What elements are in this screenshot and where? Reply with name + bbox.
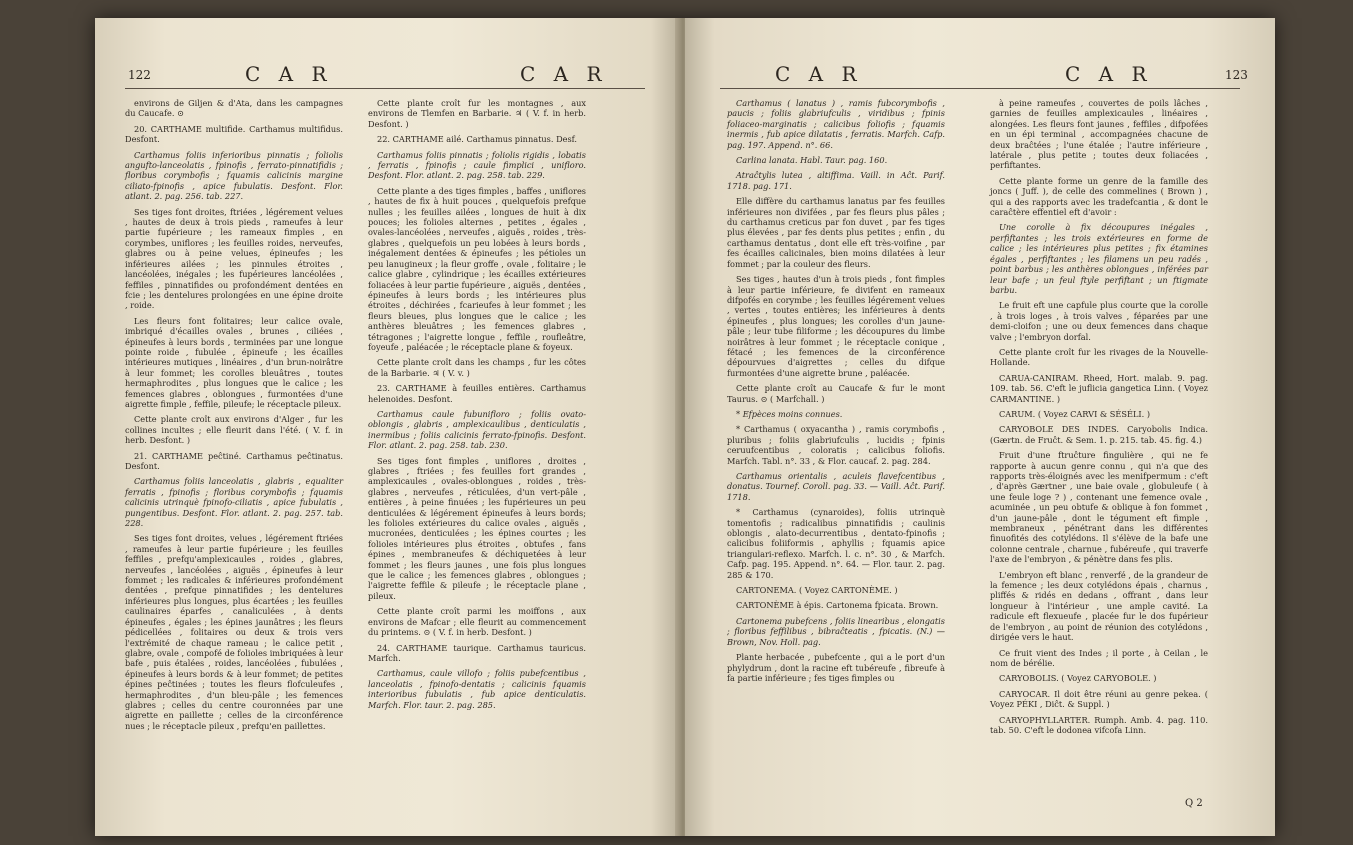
right-page [685, 18, 1275, 836]
paragraph: Fruit d'une ftruĉture fingulière , qui ne fe rapporte à aucun genre connu , qui n'a que des rapports très-éloignés avec les menifpermum : c'eft , d'après Gærtner , une baie ovale , globuleufe ( à une feule loge ? ) , contenant une femence ovale , acuminée , un peu obtufe & oblique à fon fommet , d'un jaune-pâle , dont le tégument eft fimple , membraneux , pénétrant dans les différentes finuofités des cotylédons. Il s'élève de la bafe une colonne centrale , charnue , fubéreufe , qui traverfe l'axe de l'embryon , & pénètre dans fes plis. [990, 450, 1208, 565]
paragraph: 23. CARTHAME à feuilles entières. Carthamus helenoides. Desfont. [368, 383, 586, 404]
text-column [990, 98, 1208, 740]
paragraph: 20. CARTHAME multifide. Carthamus multifidus. Desfont. [125, 123, 343, 145]
paragraph: Ses tiges font droites, ftriées , légérement velues , hautes de deux à trois pieds , rameufes à leur partie fupérieure ; les rameaux fimples , en corymbes, uniflores ; les feuilles roides, nerveufes, glabres ou à peine velues, épineufes ; les inférieures ailées ; les pinnules étroites , lancéolées, inégales ; les fupérieures lancéolées , feffiles , pinnatifides ou profondément dentées en fcie ; les dentelures prolongées en une épine droite , roide. [125, 206, 343, 311]
paragraph: CARUA-CANIRAM. Rheed, Hort. malab. 9. pag. 109. tab. 56. C'eft le juflicia gangetica Linn. ( Voyez CARMANTINE. ) [990, 372, 1208, 404]
paragraph: * Carthamus ( oxyacantha ) , ramis corymbofis , pluribus ; foliis glabriufculis , lucidis ; fpinis ceruufcentibus , coloratis ; calicibus foliofis. Marfch. Tabl. n°. 33 , & Flor. caucaf. 2. pag. 284. [727, 424, 945, 466]
paragraph: Le fruit eft une capfule plus courte que la corolle , à trois loges , à trois valves , féparées par une demi-cloifon ; une ou deux femences dans chaque valve ; l'embryon dorfal. [990, 300, 1208, 342]
paragraph: CARYOCAR. Il doit être réuni au genre pekea. ( Voyez PÉKI , Diĉt. & Suppl. ) [990, 688, 1208, 710]
paragraph: Ses tiges , hautes d'un à trois pieds , font fimples à leur partie inférieure, fe divifent en rameaux difpofés en corymbe ; les feuilles légérement velues , vertes , toutes entières; les inférieures à dents épineufes , plus longues; les corolles d'un jaune-pâle ; leur tube filiforme ; les découpures du limbe noirâtres à leur fommet ; le réceptacle conique , fétacé ; les femences de la circonférence dépourvues d'aigrettes ; celles du difque furmontées d'une aigrette brune , paléacée. [727, 274, 945, 378]
signature-mark: Q 2 [1185, 798, 1203, 809]
paragraph: Cette plante a des tiges fimples , baffes , uniflores , hautes de fix à huit pouces , quelquefois prefque nulles ; les feuilles ailées , longues de huit à dix pouces; les folioles alternes , petites , égales , ovales-lancéolées , nerveufes , aiguës , roides , très-glabres , quelquefois un peu lobées à leurs bords , inégalement dentées & épineufes ; les pétioles un peu lanugineux ; la fleur groffe , ovale , folitaire ; le calice glabre , cylindrique ; les écailles extérieures foliacées à leur partie fupérieure , aiguës , dentées , épineufes à leurs bords ; les intérieures plus étroites , déchirées , fcarieufes à leur fommet ; les fleurs bleues, plus longues que le calice ; les anthères bleuâtres ; les femences glabres , tétragones ; l'aigrette longue , feffile , roufleâtre, foyeufe , paléacée ; le réceptacle plane & foyeux. [368, 185, 586, 352]
running-head: C A R [775, 62, 863, 86]
page-number: 122 [128, 68, 151, 82]
paragraph: CARTONEMA. ( Voyez CARTONÈME. ) [736, 585, 898, 596]
text-column [727, 98, 945, 688]
running-head: C A R [520, 62, 608, 86]
paragraph: Ce fruit vient des Indes ; il porte , à Ceilan , le nom de bérélie. [990, 647, 1208, 668]
paragraph: Cette plante croît fur les rivages de la Nouvelle-Hollande. [990, 346, 1208, 368]
paragraph: CARUM. ( Voyez CARVI & SÉSÉLI. ) [999, 408, 1151, 419]
paragraph: Cette plante croît dans les champs , fur les côtes de la Barbarie. ♃ ( V. v. ) [368, 357, 586, 378]
paragraph: Cartonema pubefcens , foliis linearibus , elongatis ; floribus feffilibus , bibraĉteatis , fpicatis. (N.) — Brown, Nov. Holl. pag. [727, 615, 945, 647]
open-book [95, 18, 1275, 836]
paragraph: Carthamus orientalis , aculeis flavefcentibus , donatus. Tournef. Coroll. pag. 33. — Vaill. Aĉt. Parif. 1718. [727, 471, 945, 502]
paragraph: * Efpèces moins connues. [736, 408, 843, 419]
paragraph: Atraĉtylis lutea , altiffima. Vaill. in Aĉt. Parif. 1718. pag. 171. [727, 170, 945, 191]
paragraph: Ses tiges font droites, velues , légérement ftriées , rameufes à leur partie fupérieure ; les feuilles feffiles , prefqu'amplexicaules , roides , glabres, nerveufes , lancéolées , aiguës , épineufes à leur fommet ; les radicales & inférieures profondément dentées , prefque pinnatifides ; les dentelures inférieures plus longues, plus écartées ; les feuilles caulinaires éparfes , canaliculées , à dents épineufes , égales ; les épines jaunâtres ; les fleurs pédicellées , folitaires ou deux & trois vers l'extrémité de chaque rameau ; le calice petit , glabre, ovale , compofé de folioles imbriquées à leur bafe , puis étalées , roides, lancéolées , fubulées , épineufes à leurs bords & à leur fommet; de petites épines peĉtinées ; toutes les fleurs flofculeufes , hermaphrodites , d'un bleu-pâle ; les femences glabres ; celles du centre couronnées par une aigrette en paillette ; celles de la circonférence nues ; le réceptacle pileux , prefqu'en paillettes. [125, 533, 343, 731]
paragraph: CARYOBOLE DES INDES. Caryobolis Indica. (Gærtn. de Fruĉt. & Sem. 1. p. 215. tab. 45. fig. 4.) [990, 424, 1208, 445]
paragraph: Cette plante croît aux environs d'Alger , fur les collines incultes ; elle fleurit dans l'été. ( V. f. in herb. Desfont. ) [125, 414, 343, 446]
paragraph: Carthamus foliis pinnatis ; foliolis rigidis , lobatis , ferratis , fpinofis ; caule fimplici , unifloro. Desfont. Flor. atlant. 2. pag. 258. tab. 229. [368, 149, 586, 181]
paragraph: Carthamus foliis lanceolatis , glabris , equaliter ferratis , fpinofis ; floribus corymbofis ; fquamis calicinis utrinquè fpinofo-ciliatis , apice fubulatis , pungentibus. Desfont. Flor. atlant. 2. pag. 257. tab. 228. [125, 476, 343, 529]
paragraph: 21. CARTHAME peĉtiné. Carthamus peĉtinatus. Desfont. [125, 450, 343, 471]
paragraph: Une corolle à fix découpures inégales , perfiftantes ; les trois extérieures en forme de calice ; les intérieures plus petites ; fix étamines égales , perfiftantes ; les filamens un peu radés , point barbus ; les anthères oblongues , inférées par leur bafe ; un feul ftyle perfiftant ; un ftigmate barbu. [990, 222, 1208, 295]
paragraph: * Carthamus (cynaroides), foliis utrinquè tomentofis ; radicalibus pinnatifidis ; caulinis oblongis , alato-decurrentibus , dentato-fpinofis ; calicibus foliiformis , aphyllis ; fquamis apice triangulari-reflexo. Marfch. l. c. n°. 30 , & Marfch. Cafp. pag. 195. Append. n°. 64. — Flor. taur. 2. pag. 285 & 170. [727, 507, 945, 580]
paragraph: Carthamus foliis inferioribus pinnatis ; foliolis angufto-lanceolatis , fpinofis , ferrato-pinnatifidis ; floribus corymbofis ; fquamis calicinis margine ciliato-fpinofis , apice fubulatis. Desfont. Flor. atlant. 2. pag. 256. tab. 227. [125, 149, 343, 202]
paragraph: 24. CARTHAME taurique. Carthamus tauricus. Marfch. [368, 642, 586, 663]
paragraph: Carthamus caule fubunifloro ; foliis ovato-oblongis , glabris , amplexicaulibus , denticulatis , inermibus ; foliis calicinis ferrato-fpinofis. Desfont. Flor. atlant. 2. pag. 258. tab. 230. [368, 408, 586, 451]
paragraph: CARYOBOLIS. ( Voyez CARYOBOLE. ) [999, 673, 1157, 684]
running-head: C A R [245, 62, 333, 86]
paragraph: Cette plante croît au Caucafe & fur le mont Taurus. ⊙ ( Marfchall. ) [727, 383, 945, 404]
paragraph: Cette plante croît fur les montagnes , aux environs de Tlemfen en Barbarie. ♃ ( V. f. in herb. Desfont. ) [368, 98, 586, 129]
page-number: 123 [1225, 68, 1248, 82]
paragraph: Carlina lanata. Habl. Taur. pag. 160. [736, 155, 888, 166]
paragraph: environs de Giljen & d'Ata, dans les campagnes du Caucafe. ⊙ [125, 98, 343, 119]
paragraph: Cette plante croît parmi les moiffons , aux environs de Mafcar ; elle fleurit au commencement du printems. ⊙ ( V. f. in herb. Desfont. ) [368, 606, 586, 638]
paragraph: Carthamus ( lanatus ) , ramis fubcorymbofis , paucis ; foliis glabriufculis , viridibus ; fpinis foliaceo-marginatis ; calicibus foliofis ; fquamis inermis , fub apice dilatatis , ferratis. Marfch. Cafp. pag. 197. Append. n°. 66. [727, 98, 945, 150]
running-head: C A R [1065, 62, 1153, 86]
paragraph: Cette plante forme un genre de la famille des joncs ( Juff. ), de celle des commelines ( Brown ) , qui a des rapports avec les tradefcantia , & dont le caraĉtère effentiel eft d'avoir : [990, 175, 1208, 218]
paragraph: Elle diffère du carthamus lanatus par fes feuilles inférieures non divifées , par fes fleurs plus pâles ; du carthamus creticus par fon duvet , par fes tiges plus élevées , par fes dents plus petites ; enfin , du carthamus dentatus , dont elle eft très-voifine , par fes écailles calicinales, bien moins dilatées à leur fommet ; par la couleur des fleurs. [727, 196, 945, 269]
paragraph: Carthamus, caule villofo ; foliis pubefcentibus , lanceolatis , fpinofo-dentatis ; calicinis fquamis interioribus fubulatis , fub apice denticulatis. Marfch. Flor. taur. 2. pag. 285. [368, 668, 586, 710]
paragraph: 22. CARTHAME ailé. Carthamus pinnatus. Desf. [377, 134, 578, 145]
paragraph: CARYOPHYLLARTER. Rumph. Amb. 4. pag. 110. tab. 50. C'eft le dodonea vifcofa Linn. [990, 714, 1208, 735]
text-column [125, 98, 343, 736]
paragraph: Les fleurs font folitaires; leur calice ovale, imbriqué d'écailles ovales , brunes , ciliées , épineufes à leurs bords , terminées par une longue pointe roide , fubulée , épineufe ; les écailles intérieures mutiques , linéaires , d'un brun-noirâtre à leur fommet; les corolles bleuâtres , toutes hermaphrodites , plus longues que le calice ; les femences glabres , oblongues , furmontées d'une aigrette fimple , feffile, pileufe; le réceptacle pileux. [125, 315, 343, 409]
left-page [95, 18, 680, 836]
paragraph: CARTONÈME à épis. Cartonema fpicata. Brown. [736, 600, 939, 611]
paragraph: Ses tiges font fimples , uniflores , droites , glabres , ftriées ; fes feuilles fort grandes , amplexicaules , ovales-oblongues , roides , très-glabres , nerveufes , réticulées, d'un vert-pâle , entières , à peine finuées ; les fupérieures un peu denticulées & légérement épineufes à leurs bords; les folioles extérieures du calice ovales , aiguës , mucronées, denticulées ; les épines courtes ; les folioles intérieures plus étroites , obtufes , fans épines , membraneufes & déchiquetées à leur fommet ; les fleurs jaunes , une fois plus longues que le calice ; les femences glabres , oblongues ; l'aigrette feffile & pileufe ; le réceptacle plane , pileux. [368, 455, 586, 601]
paragraph: à peine rameufes , couvertes de poils lâches , garnies de feuilles amplexicaules , linéaires , alongées. Les fleurs font jaunes , feffiles , difpofées en un épi terminal , accompagnées chacune de deux braĉtées ; l'une étalée ; l'autre inférieure , latérale , plus petite ; toutes deux foliacées , perfiftantes. [990, 98, 1208, 171]
header-rule [720, 88, 1240, 89]
text-column [368, 98, 586, 715]
paragraph: L'embryon eft blanc , renverfé , de la grandeur de la femence ; les deux cotylédons épais , charnus , pliffés & ridés en dedans , offrant , dans leur longueur à l'intérieur , une ample cavité. La radicule eft flexueufe , placée fur le dos fupérieur de l'embryon , au point de réunion des cotylédons , dirigée vers le haut. [990, 569, 1208, 643]
header-rule [125, 88, 645, 89]
paragraph: Plante herbacée , pubefcente , qui a le port d'un phylydrum , dont la racine eft tubéreufe , fibreufe à fa partie inférieure ; fes tiges fimples ou [727, 652, 945, 683]
